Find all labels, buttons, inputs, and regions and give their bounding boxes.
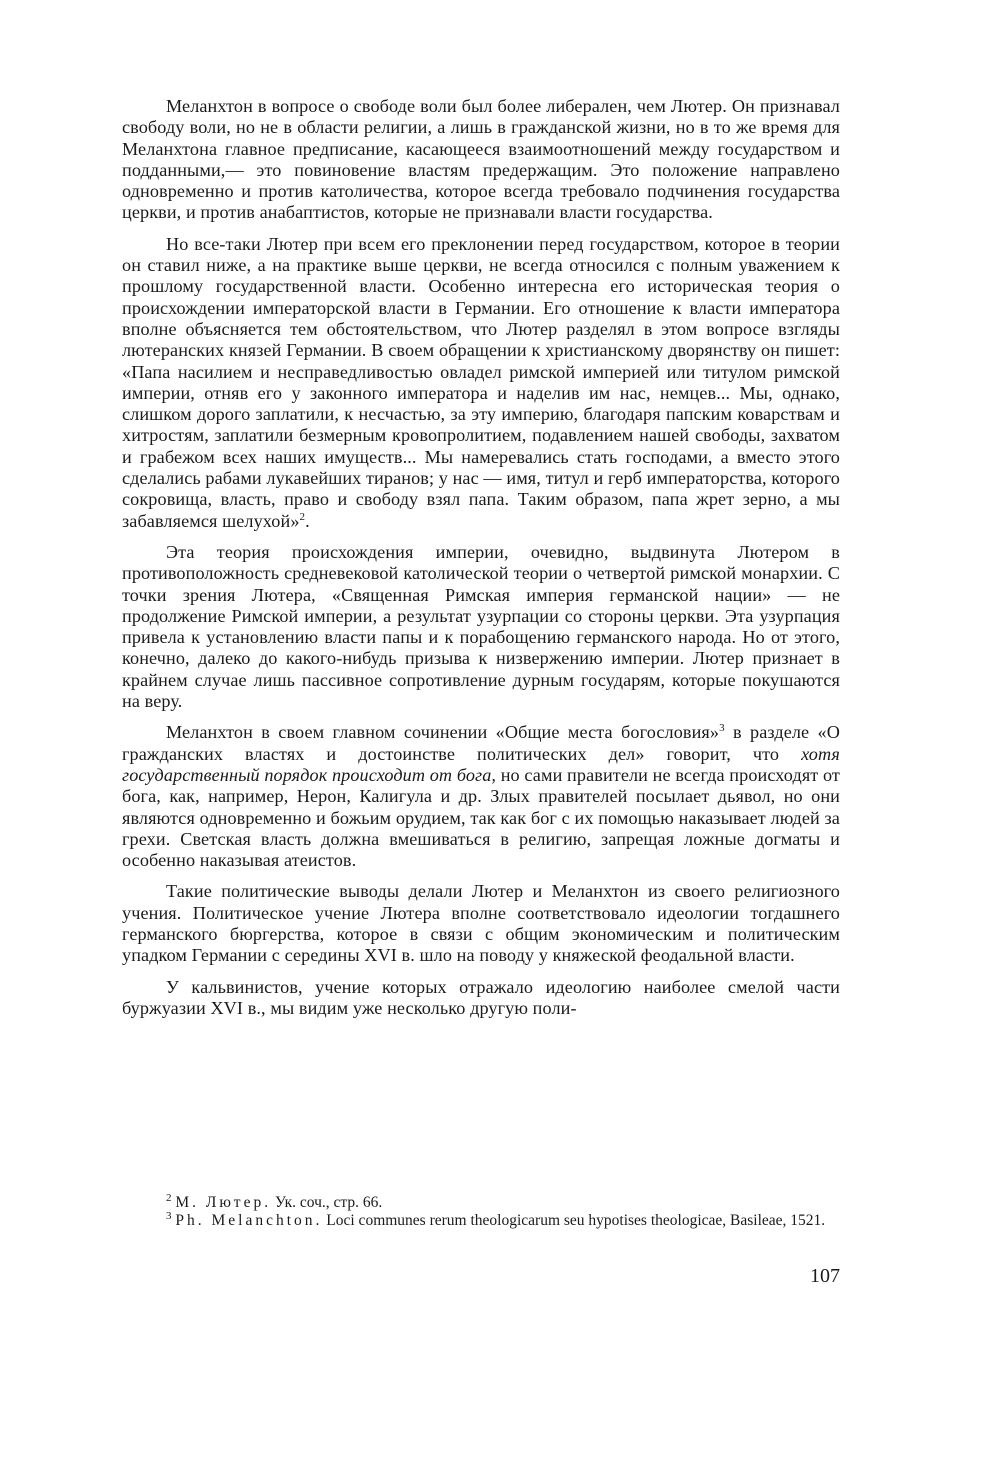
main-text xyxy=(122,96,840,1029)
paragraph-4-emphasis: хотя государственный порядок происходит от бога, xyxy=(122,743,840,785)
paragraph-4-text-c: но сами правители не всегда происходят от бога, как, например, Нерон, Калигула и др. Злых правителей посылает дьявол, но они являются одновременно и божьим орудием, так как бог с их помощью наказывает людей за грехи. Светская власть должна вмешиваться в религию, запрещая ложные догматы и особенно наказывая атеистов. xyxy=(122,764,840,871)
footnotes xyxy=(122,1191,840,1230)
paragraph-4-text-a: Меланхтон в своем главном сочинении «Общие места богословия» xyxy=(166,722,720,743)
footnote-2-author: М. Лютер. xyxy=(175,1194,272,1211)
paragraph-1 xyxy=(122,96,840,224)
footnote-3 xyxy=(122,1209,840,1230)
page-number: 107 xyxy=(810,1265,840,1287)
footnote-2 xyxy=(122,1191,840,1212)
footnote-reference-3[interactable]: 3 xyxy=(719,722,725,735)
footnote-3-author: Ph. Melanchton. xyxy=(175,1212,323,1229)
paragraph-3 xyxy=(122,542,840,712)
footnote-mark-3: 3 xyxy=(166,1209,172,1222)
paragraph-4 xyxy=(122,722,840,871)
paragraph-1-text: Меланхтон в вопросе о свободе воли был более либерален, чем Лютер. Он признавал свободу воли, но не в области религии, а лишь в гражданской жизни, но в то же время для Меланхтона главное предписание, касающееся взаимоотношений между государством и подданными,— это повиновение властям предержащим. Это положение направлено одновременно и против католичества, которое всегда требовало подчинения государства церкви, и против анабаптистов, которые не признавали власти государства. xyxy=(122,96,840,223)
footnote-3-text: Loci communes rerum theologicarum seu hypotises theologicae, Basileae, 1521. xyxy=(322,1212,826,1229)
paragraph-3-text: Эта теория происхождения империи, очевидно, выдвинута Лютером в противоположность средневековой католической теории о четвертой римской монархии. С точки зрения Лютера, «Священная Римская империя германской нации» — не продолжение Римской империи, а результат узурпации со стороны церкви. Эта узурпация привела к установлению власти папы и к порабощению германского народа. Но от этого, конечно, далеко до какого-нибудь призыва к низвержению империи. Лютер признает в крайнем случае лишь пассивное сопротивление дурным государям, которые покушаются на веру. xyxy=(122,541,840,712)
paragraph-2-text: Но все-таки Лютер при всем его преклонении перед государством, которое в теории он ставил ниже, а на практике выше церкви, не всегда относился с полным уважением к прошлому государственной власти. Особенно интересна его историческая теория о происхождении императорской власти в Германии. Его отношение к власти императора вполне объясняется тем обстоятельством, что Лютер разделял в этом вопросе взгляды лютеранских князей Германии. В своем обращении к христианскому дворянству он пишет: «Папа насилием и несправедливостью овладел римской империей или титулом римской империи, отняв его у законного императора и наделив им нас, немцев... Мы, однако, слишком дорого заплатили, к несчастью, за эту империю, благодаря папским коварствам и хитростям, заплатили безмерным кровопролитием, подавлением нашей свободы, захватом и грабежом всех наших имуществ... Мы намеревались стать господами, а вместо этого сделались рабами лукавейших тиранов; у нас — имя, титул и герб императорства, которого сокровища, власть, право и свободу взял папа. Таким образом, папа жрет зерно, а мы забавляемся шелухой» xyxy=(122,233,840,531)
paragraph-6-text: У кальвинистов, учение которых отражало идеологию наиболее смелой части буржуазии XVI в., мы видим уже несколько другую поли- xyxy=(122,976,840,1018)
paragraph-2: Но все-таки Лютер при всем его преклонении перед государством, которое в теории он ставил ниже, а на практике выше церкви, не всегда относился с полным уважением к прошлому государственной власти. Особенно интересна его историческая теория о происхождении императорской власти в Германии. Его отношение к власти императора вполне объясняется тем обстоятельством, что Лютер разделял в этом вопросе взгляды лютеранских князей Германии. В своем обращении к христианскому дворянству он пишет: «Папа насилием и несправедливостью овладел римской империей или титулом римской империи, отняв его у законного императора и наделив им нас, немцев... Мы, однако, слишком дорого заплатили, к несчастью, за эту империю, благодаря папским коварствам и хитростям, заплатили безмерным кровопролитием, подавлением нашей свободы, захватом и грабежом всех наших имуществ... Мы намеревались стать господами, а вместо этого сделались рабами лукавейших тиранов; у нас — имя, титул и герб императорства, которого сокровища, власть, право и свободу взял папа. Таким образом, папа жрет зерно, а мы забавляемся шелухой»$^2$. xyxy=(122,233,840,531)
paragraph-5-text: Такие политические выводы делали Лютер и Меланхтон из своего религиозного учения. Политическое учение Лютера вполне соответствовало идеологии тогдашнего германского бюргерства, которое в связи с общим экономическим и политическим упадком Германии с середины XVI в. шло на поводу у княжеской феодальной власти. xyxy=(122,881,840,966)
paragraph-5 xyxy=(122,881,840,966)
footnote-reference-2[interactable]: 2 xyxy=(299,510,306,523)
paragraph-6 xyxy=(122,977,840,1020)
paragraph-4-text-b: в разделе «О гражданских властях и достоинстве политических дел» говорит, что xyxy=(122,722,840,764)
footnote-2-text: Ук. соч., стр. 66. xyxy=(271,1194,383,1211)
footnote-mark-2: 2 xyxy=(166,1191,172,1204)
